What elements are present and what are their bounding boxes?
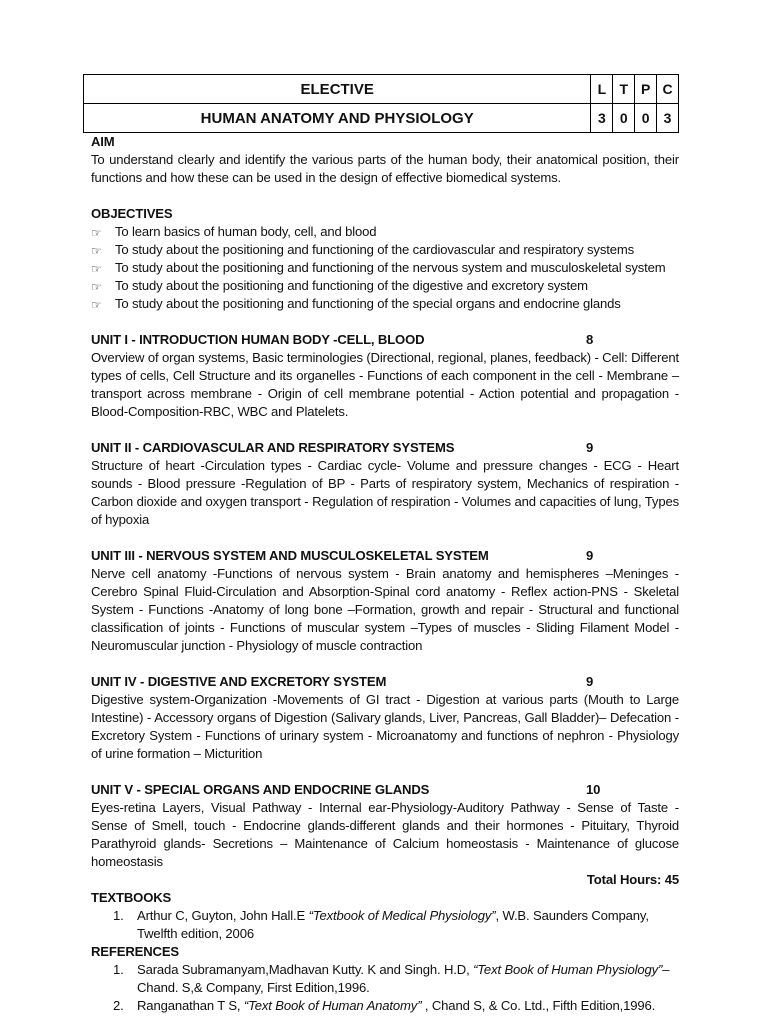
course-category: ELECTIVE xyxy=(84,75,591,104)
list-item: 2. Ranganathan T S, “Text Book of Human Anatomy” , Chand S, & Co. Ltd., Fifth Edition,1996. xyxy=(113,998,656,1013)
syllabus-body xyxy=(91,133,679,1015)
list-item: ☞ To study about the positioning and functioning of the nervous system and musculoskeletal system xyxy=(91,260,666,276)
hand-pointer-icon: ☞ xyxy=(91,262,102,276)
ltpc-value-c: 3 xyxy=(657,104,679,133)
unit-2-heading xyxy=(91,439,679,457)
course-header-table xyxy=(83,74,679,133)
unit-2-text: Structure of heart -Circulation types - Cardiac cycle- Volume and pressure changes - ECG - Heart sounds - Blood pressure -Regulation of BP - Parts of respiratory system, Mechanics of respiration - Carbon dioxide and oxygen transport - Regulation of respiration - Volumes and capacities of lung, Types of hypoxia xyxy=(91,458,679,527)
unit-5-text: Eyes-retina Layers, Visual Pathway - Internal ear-Physiology-Auditory Pathway - Sense of Taste - Sense of Smell, touch - Endocrine glands-different glands and their hormones - Pituitary, Thyroid Parathyroid glands- Secretions – Maintenance of Calcium homeostasis - Maintenance of glucose homeostasis xyxy=(91,800,679,869)
unit-4-heading xyxy=(91,673,679,691)
unit-title: UNIT I - INTRODUCTION HUMAN BODY -CELL, BLOOD xyxy=(91,332,425,347)
total-hours: Total Hours: 45 xyxy=(586,872,679,887)
unit-4-text: Digestive system-Organization -Movements of GI tract - Digestion at various parts (Mouth to Large Intestine) - Accessory organs of Digestion (Salivary glands, Liver, Pancreas, Gall Bladder)– Defecation - Excretory System - Functions of urinary system - Microanatomy and functions of nephron - Physiology of urine formation – Micturition xyxy=(91,692,679,761)
item-number: 2. xyxy=(113,998,124,1013)
textbooks-heading: TEXTBOOKS xyxy=(91,890,172,905)
list-item: ☞ To study about the positioning and functioning of the digestive and excretory system xyxy=(91,278,588,294)
ltpc-value-l: 3 xyxy=(591,104,613,133)
ltpc-label-t: T xyxy=(613,75,635,104)
list-item: 1. Arthur C, Guyton, John Hall.E “Textbook of Medical Physiology”, W.B. Saunders Company, Twelfth edition, 2006 xyxy=(113,908,649,941)
list-item: ☞ To learn basics of human body, cell, and blood xyxy=(91,224,377,240)
references-list xyxy=(91,961,679,1015)
unit-1-heading xyxy=(91,331,679,349)
ltpc-value-t: 0 xyxy=(613,104,635,133)
unit-3-text: Nerve cell anatomy -Functions of nervous system - Brain anatomy and hemispheres –Meninges - Cerebro Spinal Fluid-Circulation and Absorption-Spinal cord anatomy - Reflex action-PNS - Skeletal System - Functions -Anatomy of long bone –Formation, growth and repair - Structural and functional classification of joints - Functions of muscular system –Types of muscles - Sliding Filament Model - Neuromuscular junction - Physiology of muscle contraction xyxy=(91,566,679,653)
unit-title: UNIT V - SPECIAL ORGANS AND ENDOCRINE GLANDS xyxy=(91,782,430,797)
aim-text: To understand clearly and identify the various parts of the human body, their anatomical position, their functions and how these can be used in the design of effective biomedical systems. xyxy=(91,152,679,185)
objectives-heading: OBJECTIVES xyxy=(91,206,173,221)
list-item: ☞ To study about the positioning and functioning of the cardiovascular and respiratory systems xyxy=(91,242,634,258)
unit-hours: 8 xyxy=(586,332,594,347)
objectives-list xyxy=(91,223,679,313)
unit-title: UNIT III - NERVOUS SYSTEM AND MUSCULOSKELETAL SYSTEM xyxy=(91,548,489,563)
header-row-2 xyxy=(84,104,679,133)
ltpc-label-p: P xyxy=(635,75,657,104)
hand-pointer-icon: ☞ xyxy=(91,298,102,312)
ltpc-value-p: 0 xyxy=(635,104,657,133)
references-heading: REFERENCES xyxy=(91,944,179,959)
unit-hours: 9 xyxy=(586,440,594,455)
unit-title: UNIT II - CARDIOVASCULAR AND RESPIRATORY SYSTEMS xyxy=(91,440,455,455)
aim-heading: AIM xyxy=(91,134,115,149)
header-row-1 xyxy=(84,75,679,104)
unit-hours: 9 xyxy=(586,674,594,689)
hand-pointer-icon: ☞ xyxy=(91,280,102,294)
book-title: “Text Book of Human Anatomy” xyxy=(243,998,422,1013)
textbooks-list xyxy=(91,907,679,943)
course-title: HUMAN ANATOMY AND PHYSIOLOGY xyxy=(84,104,591,133)
unit-hours: 9 xyxy=(586,548,594,563)
unit-title: UNIT IV - DIGESTIVE AND EXCRETORY SYSTEM xyxy=(91,674,387,689)
item-number: 1. xyxy=(113,962,124,977)
hand-pointer-icon: ☞ xyxy=(91,226,102,240)
unit-3-heading xyxy=(91,547,679,565)
ltpc-label-l: L xyxy=(591,75,613,104)
book-title: “Textbook of Medical Physiology” xyxy=(308,908,496,923)
ltpc-label-c: C xyxy=(657,75,679,104)
item-number: 1. xyxy=(113,908,124,923)
unit-1-text: Overview of organ systems, Basic terminologies (Directional, regional, planes, feedback) - Cell: Different types of cells, Cell Structure and its organelles - Functions of each component in the cell - Membrane – transport across membrane - Origin of cell membrane potential - Action potential and propagation - Blood-Composition-RBC, WBC and Platelets. xyxy=(91,350,679,419)
unit-hours: 10 xyxy=(586,782,601,797)
syllabus-page xyxy=(91,74,679,1015)
unit-5-heading xyxy=(91,781,679,799)
list-item: 1. Sarada Subramanyam,Madhavan Kutty. K and Singh. H.D, “Text Book of Human Physiology”– Chand. S,& Company, First Edition,1996. xyxy=(113,962,670,995)
book-title: “Text Book of Human Physiology” xyxy=(473,962,663,977)
list-item: ☞ To study about the positioning and functioning of the special organs and endocrine glands xyxy=(91,296,621,312)
hand-pointer-icon: ☞ xyxy=(91,244,102,258)
